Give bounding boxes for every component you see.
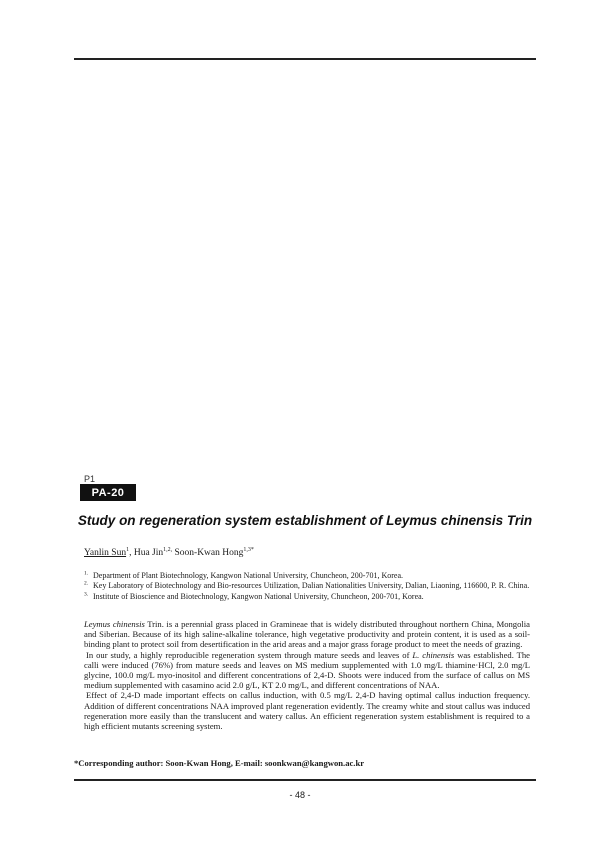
species-name: Leymus chinensis bbox=[84, 619, 145, 629]
affiliation-list bbox=[84, 571, 534, 602]
affiliation-number: 1. bbox=[84, 570, 89, 577]
abstract-text: Trin. is a perennial grass placed in Gramineae that is widely distributed throughout northern China, Mongolia and Siberian. Because of its high saline-alkaline tolerance, high vegetative productivity and protein content, it is used as a soil-binding plant to protect soil from desertification in the arid areas and a major grass forage product to meet the needs of grazing. bbox=[84, 619, 530, 650]
affiliation-item bbox=[84, 592, 534, 602]
abstract-paragraph: Effect of 2,4-D made important effects on callus induction, with 0.5 mg/L 2,4-D having optimal callus induction frequency. Addition of different concentrations NAA improved plant regeneration evidently. The creamy white and stout callus was induced regeneration more easily than the translucent and watery callus. An efficient regeneration system establishment is required to a high efficient mutants screening system. bbox=[84, 690, 530, 732]
affiliation-text: Department of Plant Biotechnology, Kangwon National University, Chuncheon, 200-701, Korea. bbox=[93, 571, 404, 580]
session-label: P1 bbox=[84, 474, 96, 484]
abstract-paragraph bbox=[84, 619, 530, 650]
author-name: Yanlin Sun bbox=[84, 548, 127, 558]
author-name: Soon-Kwan Hong bbox=[174, 548, 244, 558]
author-list: Yanlin Sun$^1$, Hua Jin$^{1,2,}$ Soon-Kwan Hong$^{1,3*}$ bbox=[84, 546, 254, 558]
author-affil-mark: 1 bbox=[126, 546, 130, 553]
abstract-text: In our study, a highly reproducible regeneration system through mature seeds and leaves of bbox=[86, 649, 413, 660]
page-number: - 48 - bbox=[289, 790, 311, 800]
author-affil-mark: 1,3* bbox=[243, 546, 254, 553]
affiliation-number: 2. bbox=[84, 580, 89, 587]
species-name: L. chinensis bbox=[412, 649, 455, 660]
paper-title: Study on regeneration system establishment of Leymus chinensis Trin bbox=[77, 513, 533, 528]
author-affil-mark: 1,2, bbox=[163, 546, 173, 553]
affiliation-item bbox=[84, 571, 534, 581]
affiliation-text: Institute of Bioscience and Biotechnology, Kangwon National University, Chuncheon, 200-701, Korea. bbox=[93, 591, 424, 601]
poster-id-badge: PA-20 bbox=[80, 484, 136, 501]
author-name: Hua Jin bbox=[133, 548, 164, 558]
abstract-body bbox=[84, 619, 530, 731]
abstract-paragraph bbox=[84, 650, 530, 691]
affiliation-number: 3. bbox=[84, 591, 89, 598]
corresponding-author: *Corresponding author: Soon-Kwan Hong, E-mail: soonkwan@kangwon.ac.kr bbox=[74, 758, 365, 768]
affiliation-text: Key Laboratory of Biotechnology and Bio-resources Utilization, Dalian Nationalities University, Dalian, Liaoning, 116600, P. R. China. bbox=[93, 581, 530, 591]
top-rule bbox=[74, 58, 536, 60]
abstract-text: was established. The calli were induced (76%) from mature seeds and leaves on MS medium supplemented with 1.0 mg/L thiamine·HCl, 2.0 mg/L glycine, 100.0 mg/L myo-inositol and different concentrations of 2,4-D. Shoots were induced from the surface of callus on MS medium supplemented with casamino acid 2.0 g/L, KT 2.0 mg/L, and different concentrations of NAA. bbox=[84, 649, 531, 691]
affiliation-item bbox=[84, 581, 534, 591]
bottom-rule bbox=[74, 779, 536, 781]
